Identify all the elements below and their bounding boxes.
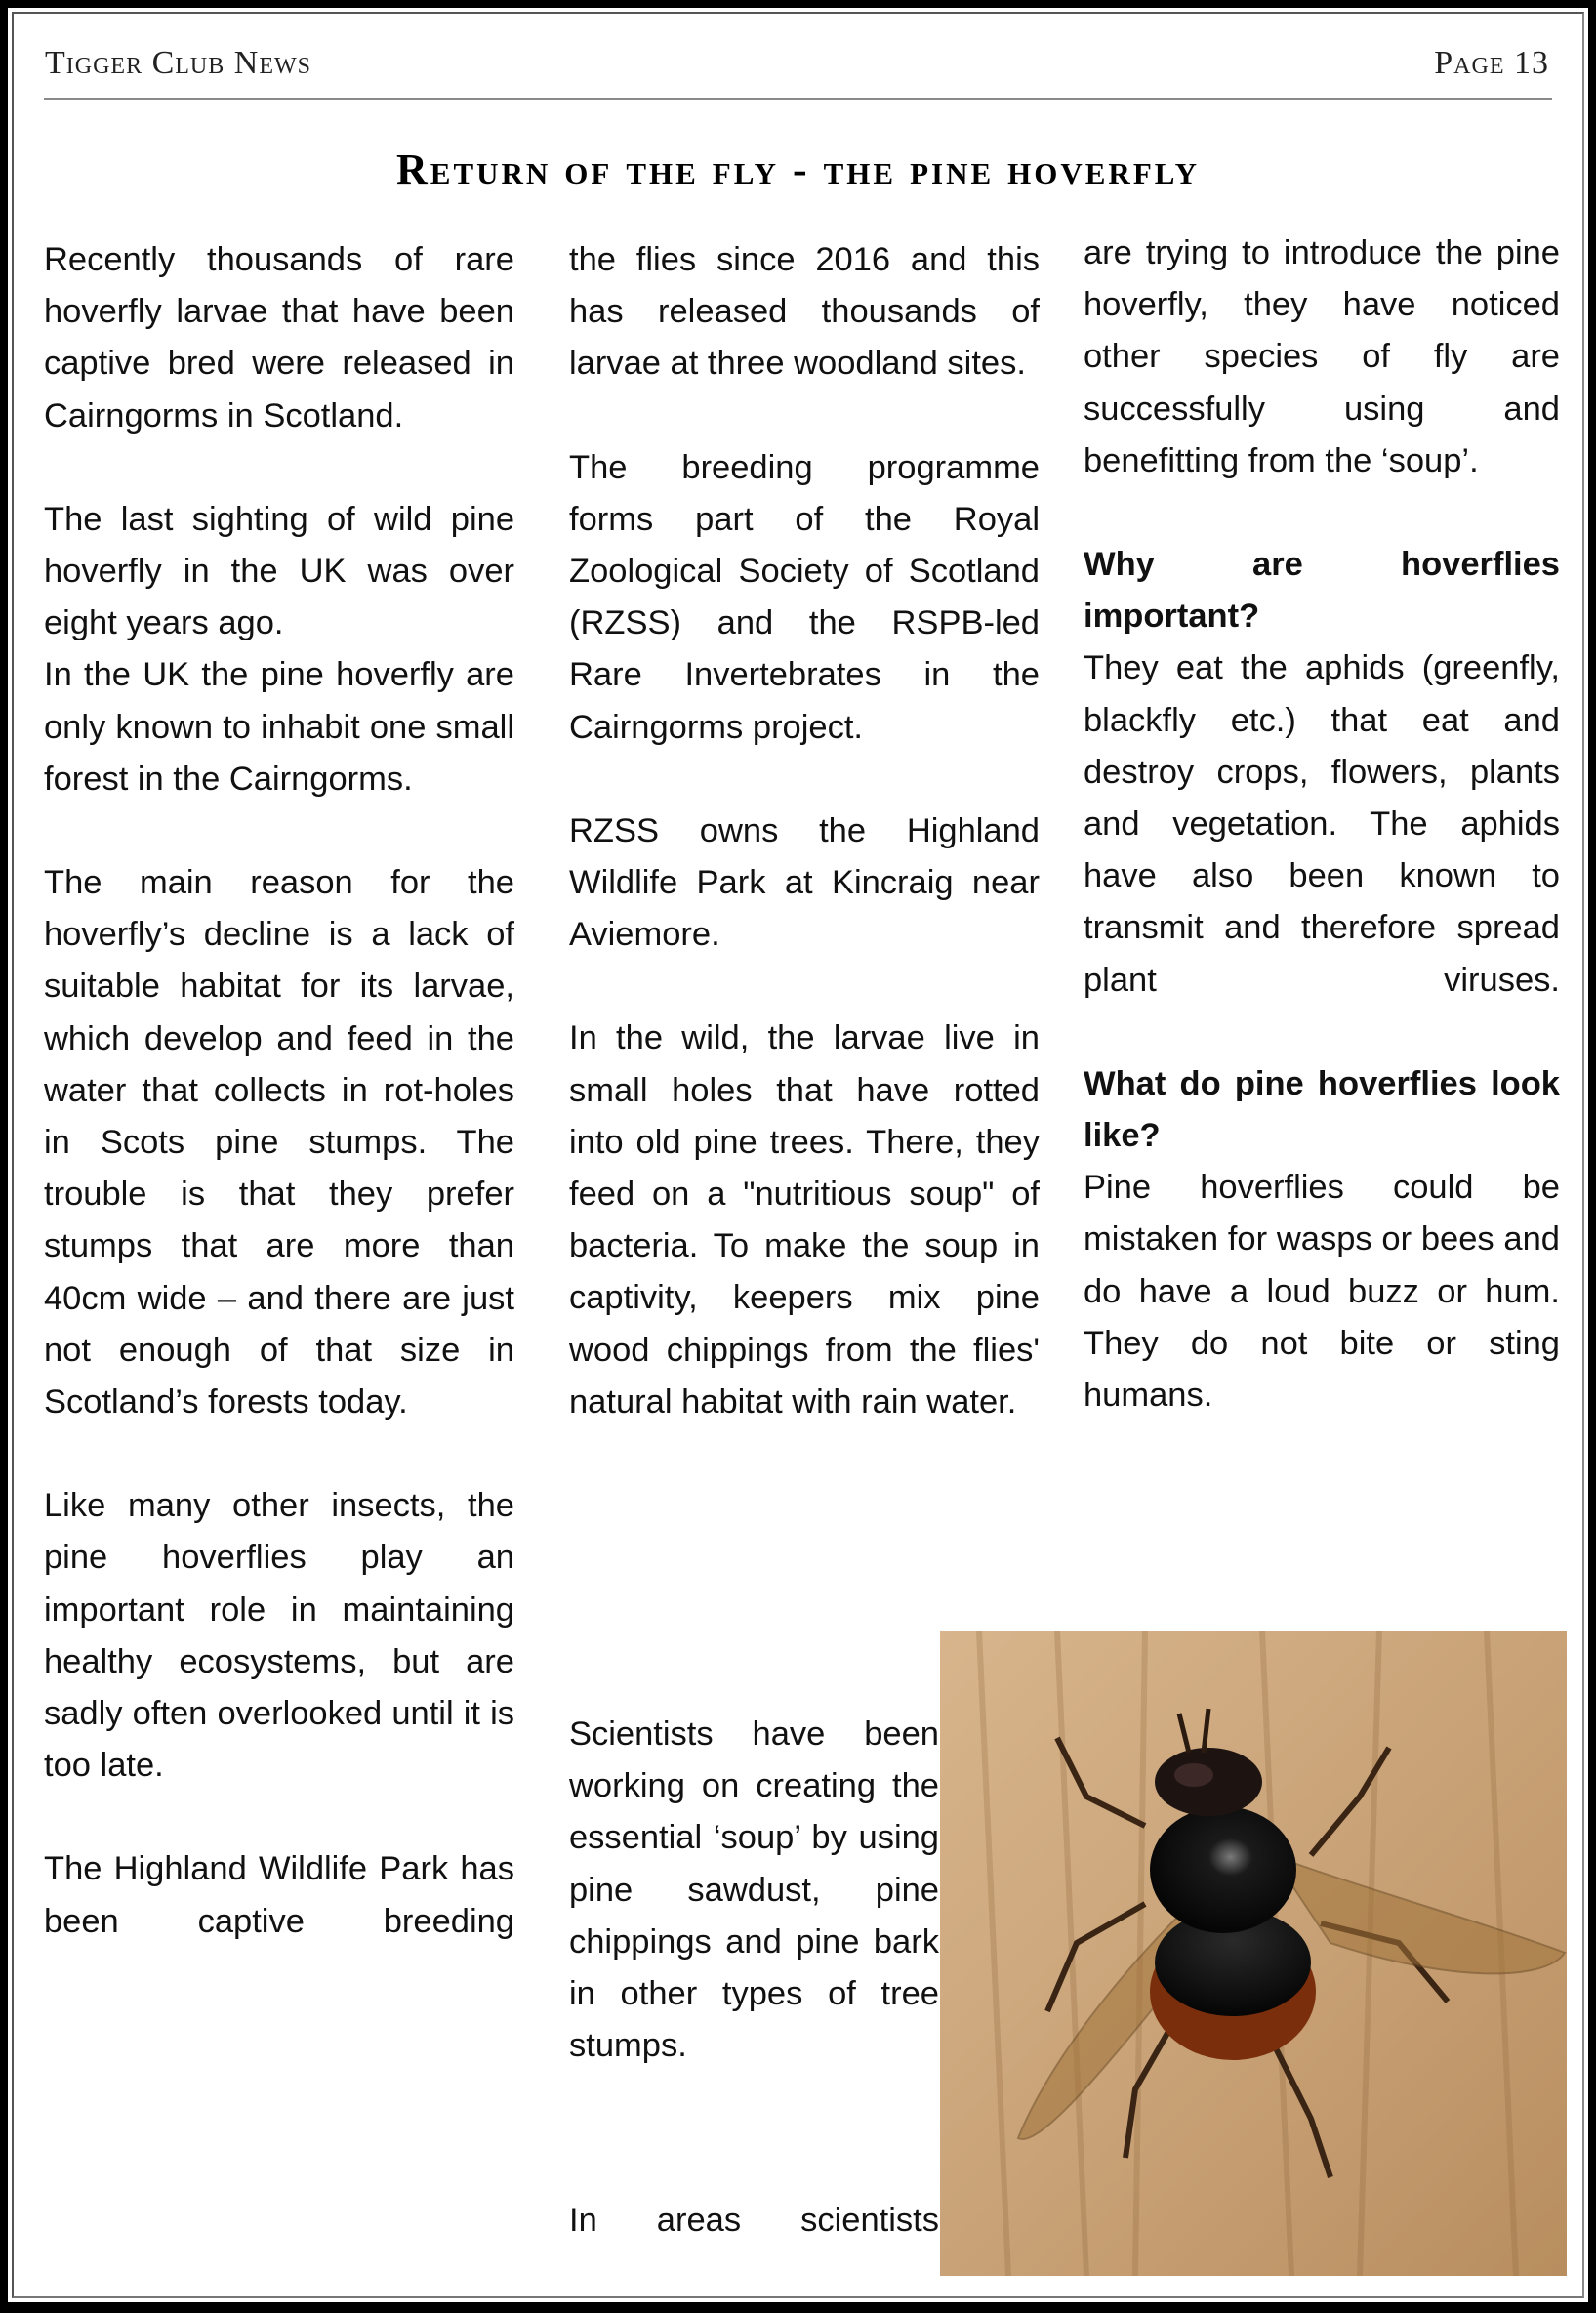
hoverfly-illustration (940, 1631, 1567, 2276)
paragraph: In the wild, the larvae live in small holes that have rotted into old pine trees. There, they feed on a "nutritious soup" of bacteria. To make the soup in captivity, keepers mix pine wood chippings from the flies' natural habitat with rain water. (569, 1019, 1040, 1421)
column-3 (1084, 227, 1560, 1473)
paragraph: In areas scientists (569, 2202, 939, 2239)
paragraph: They eat the aphids (greenfly, blackfly etc.) that eat and destroy crops, flowers, plants and vegetation. The aphids have also been known to transmit and therefore spread plant viruses. (1084, 649, 1560, 999)
pine-hoverfly-photo (940, 1631, 1567, 2276)
page-number: Page 13 (1434, 45, 1549, 81)
paragraph: The main reason for the hoverfly’s decline is a lack of suitable habitat for its larvae, which develop and feed in the water that collects in rot-holes in Scots pine stumps. The trouble is that they prefer stumps that are more than 40cm wide – and there are just not enough of that size in Scotland’s forests today. (44, 864, 514, 1422)
paragraph: RZSS owns the Highland Wildlife Park at Kincraig near Aviemore. (569, 811, 1040, 954)
paragraph: Recently thousands of rare hoverfly larvae that have been captive bred were released in Cairngorms in Scotland. (44, 241, 514, 434)
paragraph: Scientists have been working on creating the essential ‘soup’ by using pine sawdust, pine chippings and pine bark in other types of tree stumps. (569, 1715, 939, 2065)
publication-name: Tigger Club News (45, 45, 311, 81)
section-heading: What do pine hoverflies look like? (1084, 1064, 1560, 1155)
hoverfly-thorax (1150, 1806, 1296, 1933)
paragraph: In the UK the pine hoverfly are only known to inhabit one small forest in the Cairngorms. (44, 656, 514, 798)
paragraph: The breeding programme forms part of the Royal Zoological Society of Scotland (RZSS) and the RSPB-led Rare Invertebrates in the Cairngorms project. (569, 448, 1040, 746)
paragraph: Pine hoverflies could be mistaken for wasps or bees and do have a loud buzz or hum. They do not bite or sting humans. (1084, 1169, 1560, 1415)
paragraph: Like many other insects, the pine hoverflies play an important role in maintaining healthy ecosystems, but are sadly often overlooked until it is too late. (44, 1487, 514, 1785)
article-title: Return of the fly - the pine hoverfly (396, 145, 1200, 193)
paragraph: The Highland Wildlife Park has been captive breeding (44, 1850, 514, 1940)
column-2 (569, 234, 1040, 1480)
column-2-continuation (569, 2195, 939, 2298)
column-1 (44, 234, 514, 2000)
section-heading: Why are hoverflies important? (1084, 546, 1560, 636)
paragraph: are trying to introduce the pine hoverfly, they have noticed other species of fly are successfully using and benefitting from the ‘soup’. (1084, 234, 1560, 479)
header-divider (44, 98, 1552, 100)
column-2-wrapped (569, 1709, 939, 2124)
paragraph: the flies since 2016 and this has released thousands of larvae at three woodland sites. (569, 241, 1040, 383)
newsletter-page (8, 8, 1588, 2302)
paragraph: The last sighting of wild pine hoverfly in the UK was over eight years ago. (44, 500, 514, 642)
